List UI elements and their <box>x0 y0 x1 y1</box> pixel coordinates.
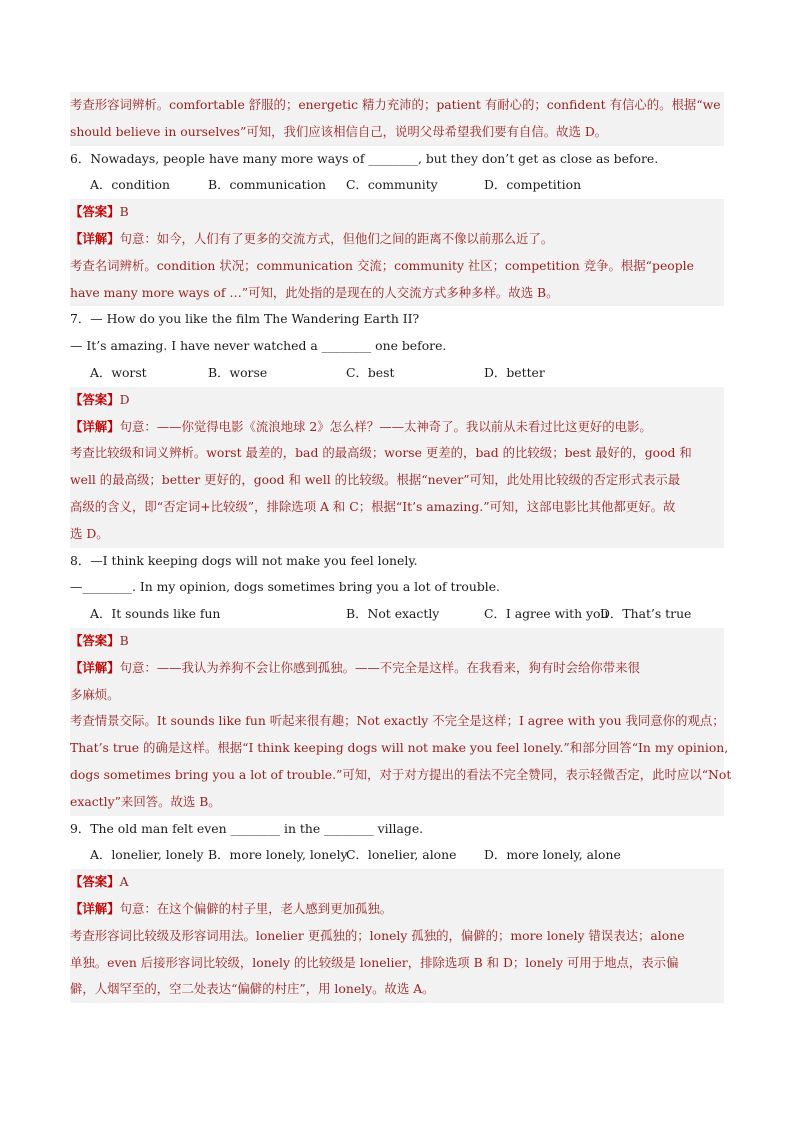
options-row <box>70 172 724 199</box>
question-9 <box>70 816 724 1004</box>
question-stem: 9．The old man felt even ________ in the ________ village. <box>70 820 424 836</box>
question-stem: 6．Nowadays, people have many more ways of ________, but they don’t get as close as before. <box>70 150 659 166</box>
option-a: A．worst <box>90 364 147 380</box>
question-stem: — It’s amazing. I have never watched a ________ one before. <box>70 338 447 354</box>
question-7 <box>70 306 724 547</box>
question-stem: 8．—I think keeping dogs will not make you feel lonely. <box>70 552 418 568</box>
analysis-line: 僻，人烟罕至的，空二处表达“偏僻的村庄”，用 lonely。故选 A。 <box>70 981 435 997</box>
option-c: C．community <box>346 177 438 193</box>
question-6 <box>70 146 724 307</box>
option-a: A．condition <box>90 177 170 193</box>
answer-tag: 【答案】 <box>70 874 120 890</box>
question-stem: —________. In my opinion, dogs sometimes bring you a lot of trouble. <box>70 579 500 595</box>
options-row <box>70 360 724 387</box>
option-a: A．It sounds like fun <box>90 606 221 622</box>
analysis-line: 考查形容词比较级及形容词用法。lonelier 更孤独的；lonely 孤独的，偏僻的；more lonely 错误表达；alone <box>70 927 685 943</box>
analysis-line: 单独。even 后接形容词比较级，lonely 的比较级是 lonelier，排除选项 B 和 D；lonely 可用于地点，表示偏 <box>70 954 679 970</box>
option-b: B．communication <box>208 177 327 193</box>
analysis-line: should believe in ourselves”可知，我们应该相信自己，说明父母希望我们要有自信。故选 D。 <box>70 123 608 139</box>
detail-text: 句意：在这个偏僻的村子里，老人感到更加孤独。 <box>119 900 393 916</box>
analysis-line: 考查情景交际。It sounds like fun 听起来很有趣；Not exactly 不完全是这样；I agree with you 我同意你的观点； <box>70 713 725 729</box>
option-d: D．competition <box>484 177 582 193</box>
answer-tag: 【答案】 <box>70 632 120 648</box>
answer-block <box>70 869 724 1003</box>
analysis-line: 考查名词辨析。condition 状况；communication 交流；community 社区；competition 竞争。根据“people <box>70 257 694 273</box>
question-8 <box>70 548 732 816</box>
analysis-line: have many more ways of …”可知，此处指的是现在的人交流方式多种多样。故选 B。 <box>70 284 559 300</box>
answer-block <box>70 628 732 816</box>
answer-block <box>70 199 724 306</box>
option-d: D．more lonely, alone <box>484 847 621 863</box>
option-c: C．I agree with you <box>484 606 609 622</box>
option-a: A．lonelier, lonely <box>90 847 204 863</box>
detail-tag: 【详解】 <box>70 230 120 246</box>
detail-text-cont: 多麻烦。 <box>70 686 120 702</box>
detail-text: 句意：——我认为养狗不会让你感到孤独。——不完全是这样。在我看来，狗有时会给你带来很 <box>119 659 640 675</box>
page-content <box>70 92 732 1003</box>
analysis-line: 选 D。 <box>70 525 109 541</box>
detail-tag: 【详解】 <box>70 900 120 916</box>
option-b: B．Not exactly <box>346 606 440 622</box>
answer-tag: 【答案】 <box>70 391 120 407</box>
detail-tag: 【详解】 <box>70 659 120 675</box>
answer-value: D <box>119 391 130 407</box>
question-stem: 7．— How do you like the film The Wandering Earth II? <box>70 311 420 327</box>
option-c: C．best <box>346 364 395 380</box>
analysis-line: That’s true 的确是这样。根据“I think keeping dogs will not make you feel lonely.”和部分回答“In my opinion, <box>70 740 729 756</box>
answer-block <box>70 387 724 548</box>
option-c: C．lonelier, alone <box>346 847 457 863</box>
analysis-line: well 的最高级；better 更好的，good 和 well 的比较级。根据“never”可知，此处用比较级的否定形式表示最 <box>70 472 681 488</box>
options-row <box>70 842 724 869</box>
answer-value: A <box>119 874 129 890</box>
detail-tag: 【详解】 <box>70 418 120 434</box>
option-b: B．more lonely, lonely <box>208 847 348 863</box>
analysis-line: 高级的含义，即“否定词+比较级”，排除选项 A 和 C；根据“It’s amazing.”可知，这部电影比其他都更好。故 <box>70 498 676 514</box>
answer-value: B <box>119 632 129 648</box>
analysis-line: exactly”来回答。故选 B。 <box>70 793 221 809</box>
analysis-line: 考查形容词辨析。comfortable 舒服的；energetic 精力充沛的；patient 有耐心的；confident 有信心的。根据“we <box>70 97 721 112</box>
analysis-line: dogs sometimes bring you a lot of trouble.”可知，对于对方提出的看法不完全赞同，表示轻微否定，此时应以“Not <box>70 766 732 782</box>
analysis-line: 考查比较级和词义辨析。worst 最差的，bad 的最高级；worse 更差的，bad 的比较级；best 最好的，good 和 <box>70 445 692 461</box>
answer-tag: 【答案】 <box>70 204 120 220</box>
option-b: B．worse <box>208 364 268 380</box>
q5-analysis <box>70 92 724 146</box>
answer-value: B <box>119 204 129 220</box>
option-d: D．better <box>484 364 545 380</box>
options-row <box>70 601 724 628</box>
detail-text: 句意：——你觉得电影《流浪地球 2》怎么样？——太神奇了。我以前从未看过比这更好的电影。 <box>119 418 652 434</box>
option-d: D．That’s true <box>600 606 692 622</box>
detail-text: 句意：如今，人们有了更多的交流方式，但他们之间的距离不像以前那么近了。 <box>119 230 554 246</box>
